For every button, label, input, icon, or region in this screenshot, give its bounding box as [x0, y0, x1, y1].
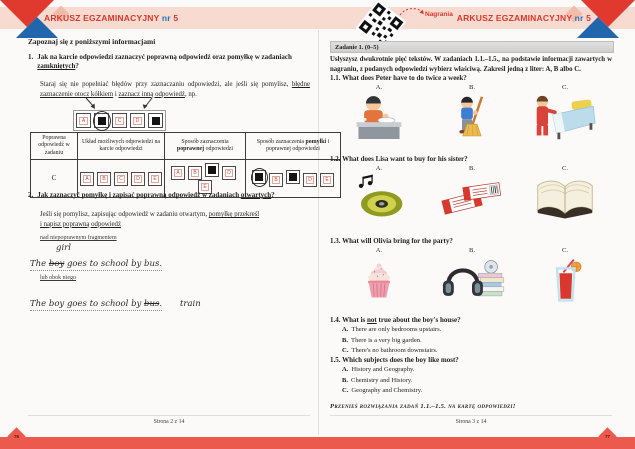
headphones-and-cds-image — [439, 255, 505, 305]
footer-rule-right — [330, 415, 612, 416]
exam-title-number: 5 — [173, 13, 179, 23]
option-c: C. Geography and Chemistry. — [342, 387, 423, 395]
page-gutter — [318, 30, 319, 435]
crossed-out-word: boy — [48, 259, 65, 269]
qr-label: Nagrania — [425, 11, 453, 18]
table-header-row — [31, 133, 341, 160]
option-c: C. — [522, 247, 608, 309]
footer-band — [0, 437, 635, 449]
footer-rule-left — [28, 415, 310, 416]
correct-answer-cell: C — [31, 160, 78, 198]
question-1-5: 1.5. Which subjects does the boy like most? A. History and Geography. B. Chemistry and History. C. Geography and Chemistry. — [330, 356, 612, 397]
answer-box-mistake — [94, 113, 109, 128]
option-a: A. History and Geography. — [342, 366, 415, 374]
question-1-3-options — [336, 247, 608, 309]
exam-title-left — [44, 13, 178, 23]
exam-title-nr: nr — [161, 13, 171, 23]
option-c: C. — [522, 84, 608, 144]
handwritten-correction: girl — [56, 243, 71, 253]
option-a: A. There are only bedrooms upstairs. — [342, 326, 442, 334]
option-a: A. — [336, 84, 422, 144]
table-header-mark-mistake: Sposób zaznaczenia pomyłki i poprawnej odpowiedzi — [246, 133, 341, 160]
answer-key-table — [30, 132, 341, 198]
boy-washing-dishes-image — [351, 92, 407, 144]
answer-box: C — [112, 113, 127, 128]
page-number-badge-right: 77 — [598, 427, 616, 445]
exam-title-right: ARKUSZ EGZAMINACYJNY nr 5 — [456, 13, 591, 23]
layout-cell: A B C D E — [78, 160, 165, 198]
answer-box-marked — [148, 113, 163, 128]
table-header-layout: Układ możliwych odpowiedzi na karcie odpowiedzi — [78, 133, 165, 160]
task-1-bar: Zadanie 1. (0–5) — [330, 41, 614, 53]
question-1-5-id: 1.5. — [330, 356, 341, 364]
option-a: A. — [336, 247, 422, 309]
question-1-2-options — [336, 165, 608, 223]
table-header-mark-correct: Sposób zaznaczenia poprawnej odpowiedzi — [165, 133, 246, 160]
question-1-1-options — [336, 84, 608, 144]
corner-decoration-right — [555, 0, 635, 46]
option-b: B. — [429, 165, 515, 223]
handwriting-label-beside: lub obok niego — [40, 275, 76, 281]
question-1-1-id: 1.1. — [330, 74, 341, 82]
question-1-number: 1. — [28, 53, 34, 61]
option-b: B. There is a very big garden. — [342, 336, 422, 344]
exam-title-text: ARKUSZ EGZAMINACYJNY — [44, 13, 160, 23]
crossed-out-word: bus — [144, 299, 160, 309]
answer-strip-example — [73, 110, 166, 131]
option-b: B. — [429, 247, 515, 309]
question-1-2-id: 1.2. — [330, 155, 341, 163]
question-2-note: Jeśli się pomylisz, zapisując odpowiedź w zadaniu otwartym, pomyłkę przekreśl i napisz poprawną odpowiedź — [40, 211, 260, 228]
task-1-instructions: Usłyszysz dwukrotnie pięć tekstów. W zadaniach 1.1.–1.5., na podstawie informacji zawartych w nagraniu, z podanych odpowiedzi wybierz właściwą. Zakreśl jedną z liter: A, B albo C. — [330, 56, 612, 73]
option-b: B. Chemistry and History. — [342, 376, 413, 384]
glass-of-juice-image — [541, 255, 589, 309]
option-a: A. — [336, 165, 422, 223]
question-2-heading: 2. Jak zaznaczyć pomyłkę i zapisać poprawną odpowiedź w zadaniach otwartych? — [28, 191, 275, 199]
table-header-correct: Poprawna odpowiedź w zadaniu — [31, 133, 78, 160]
qr-arrow — [398, 5, 426, 19]
page-footer-right: Strona 3 z 14 — [455, 419, 487, 425]
question-1-heading: 1. Jak na karcie odpowiedzi zaznaczyć poprawną odpowiedź oraz pomyłkę w zadaniach zamkniętych? — [28, 53, 292, 71]
transfer-answers-note: Przenieś rozwiązania zadań 1.1.–1.5. na kartę odpowiedzi! — [330, 403, 516, 410]
answer-box: A — [76, 113, 91, 128]
question-1-1: 1.1. What does Peter have to do twice a week? — [330, 74, 467, 82]
mark-correct-cell: A B D E — [165, 160, 246, 198]
option-c: C. There's no bathroom downstairs. — [342, 347, 438, 355]
cupcake-image — [357, 255, 401, 307]
music-cd-with-notes-image — [352, 173, 406, 223]
question-1-3: 1.3. What will Olivia bring for the party? — [330, 237, 453, 245]
question-1-4-options — [342, 325, 612, 357]
handwriting-label-above: nad niepoprawnym fragmentem — [40, 235, 117, 241]
handwritten-sentence-1: The boy goes to school by bus. — [30, 259, 163, 269]
question-2-number: 2. — [28, 191, 34, 199]
boy-making-bed-image — [532, 92, 598, 144]
question-1-4-id: 1.4. — [330, 316, 341, 324]
concert-tickets-image — [440, 173, 504, 223]
page-footer-left: Strona 2 z 14 — [153, 419, 185, 425]
question-1-5-options — [342, 365, 612, 397]
question-1-3-id: 1.3. — [330, 237, 341, 245]
open-book-image — [533, 173, 597, 223]
mark-mistake-cell: B D E — [246, 160, 341, 198]
example-arrows — [73, 97, 155, 110]
answer-box: D — [130, 113, 145, 128]
question-1-2: 1.2. What does Lisa want to buy for his sister? — [330, 155, 468, 163]
question-1-4: 1.4. What is not true about the boy's house? A. There are only bedrooms upstairs. B. There is a very big garden. C. There's no bathroom downstairs. — [330, 316, 612, 357]
handwritten-sentence-2: The boy goes to school by bus. — [30, 299, 163, 309]
handwritten-correction-beside: train — [180, 299, 201, 309]
option-b: B. — [429, 84, 515, 144]
handwriting-example-2 — [30, 293, 201, 311]
option-c: C. — [522, 165, 608, 223]
question-1-note: Staraj się nie popełniać błędów przy zaznaczaniu odpowiedzi, ale jeśli się pomylisz, błędne zaznaczenie otocz kółkiem i zaznacz inną odpowiedź, np. — [40, 81, 310, 98]
boy-sweeping-with-broom-image — [447, 92, 497, 144]
intro-heading: Zapoznaj się z poniższymi informacjami — [28, 37, 156, 46]
handwriting-example-1 — [30, 243, 163, 271]
page-number-badge-left: 76 — [7, 427, 25, 445]
